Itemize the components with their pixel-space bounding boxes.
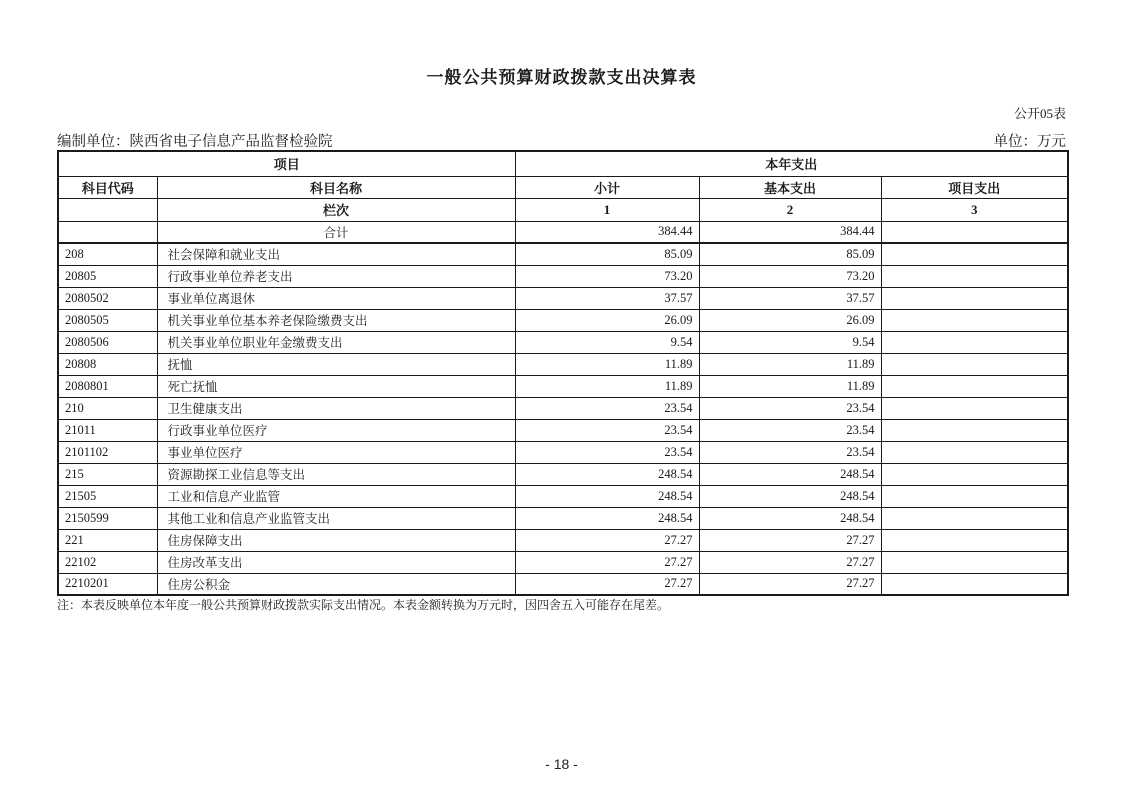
subject-name-cell: 行政事业单位养老支出 bbox=[157, 265, 515, 287]
subject-code-cell: 2101102 bbox=[58, 441, 157, 463]
header-subject-code: 科目代码 bbox=[58, 176, 157, 198]
subject-name-cell: 住房保障支出 bbox=[157, 529, 515, 551]
subject-code-cell bbox=[58, 221, 157, 243]
lanci-col-3: 3 bbox=[881, 198, 1068, 221]
lanci-label: 栏次 bbox=[157, 198, 515, 221]
subtotal-cell: 23.54 bbox=[515, 441, 699, 463]
subtotal-cell: 248.54 bbox=[515, 507, 699, 529]
meta-line bbox=[57, 130, 1066, 151]
table-row bbox=[58, 375, 1068, 397]
header-columns-row bbox=[58, 176, 1068, 198]
page-title: 一般公共预算财政拨款支出决算表 bbox=[426, 68, 697, 87]
table-row bbox=[58, 287, 1068, 309]
project-expense-cell bbox=[881, 353, 1068, 375]
table-row bbox=[58, 573, 1068, 595]
subject-code-cell: 2210201 bbox=[58, 573, 157, 595]
subtotal-cell: 27.27 bbox=[515, 573, 699, 595]
subject-code-cell: 2080506 bbox=[58, 331, 157, 353]
subject-name-cell: 工业和信息产业监管 bbox=[157, 485, 515, 507]
basic-expense-cell: 11.89 bbox=[699, 353, 881, 375]
basic-expense-cell: 11.89 bbox=[699, 375, 881, 397]
subject-code-cell: 210 bbox=[58, 397, 157, 419]
subtotal-cell: 73.20 bbox=[515, 265, 699, 287]
subject-code-cell: 2080505 bbox=[58, 309, 157, 331]
subject-name-cell: 抚恤 bbox=[157, 353, 515, 375]
project-expense-cell bbox=[881, 463, 1068, 485]
basic-expense-cell: 23.54 bbox=[699, 441, 881, 463]
basic-expense-cell: 23.54 bbox=[699, 419, 881, 441]
subject-code-cell: 22102 bbox=[58, 551, 157, 573]
header-basic-expense: 基本支出 bbox=[699, 176, 881, 198]
basic-expense-cell: 37.57 bbox=[699, 287, 881, 309]
header-group-current-year: 本年支出 bbox=[515, 151, 1068, 176]
table-row bbox=[58, 353, 1068, 375]
subject-code-cell: 215 bbox=[58, 463, 157, 485]
header-subject-name: 科目名称 bbox=[157, 176, 515, 198]
basic-expense-cell: 26.09 bbox=[699, 309, 881, 331]
subject-code-cell: 20805 bbox=[58, 265, 157, 287]
basic-expense-cell: 248.54 bbox=[699, 485, 881, 507]
basic-expense-cell: 9.54 bbox=[699, 331, 881, 353]
subject-name-cell: 住房公积金 bbox=[157, 573, 515, 595]
subject-name-cell: 机关事业单位职业年金缴费支出 bbox=[157, 331, 515, 353]
total-row bbox=[58, 221, 1068, 243]
subtotal-cell: 27.27 bbox=[515, 529, 699, 551]
subject-name-cell: 死亡抚恤 bbox=[157, 375, 515, 397]
subtotal-cell: 248.54 bbox=[515, 485, 699, 507]
subject-code-cell: 21505 bbox=[58, 485, 157, 507]
header-subtotal: 小计 bbox=[515, 176, 699, 198]
subject-code-cell: 208 bbox=[58, 243, 157, 265]
project-expense-cell bbox=[881, 309, 1068, 331]
subject-name-cell: 住房改革支出 bbox=[157, 551, 515, 573]
subtotal-cell: 11.89 bbox=[515, 375, 699, 397]
subtotal-cell: 11.89 bbox=[515, 353, 699, 375]
table-row bbox=[58, 419, 1068, 441]
lanci-col-1: 1 bbox=[515, 198, 699, 221]
subject-name-cell: 事业单位离退休 bbox=[157, 287, 515, 309]
subtotal-cell: 23.54 bbox=[515, 397, 699, 419]
project-expense-cell bbox=[881, 375, 1068, 397]
subtotal-cell: 26.09 bbox=[515, 309, 699, 331]
basic-expense-cell: 85.09 bbox=[699, 243, 881, 265]
unit-label: 单位：万元 bbox=[993, 134, 1066, 150]
project-expense-cell bbox=[881, 419, 1068, 441]
subject-code-cell: 2080801 bbox=[58, 375, 157, 397]
project-expense-cell bbox=[881, 529, 1068, 551]
table-row bbox=[58, 331, 1068, 353]
header-lanci-row bbox=[58, 198, 1068, 221]
subtotal-cell: 384.44 bbox=[515, 221, 699, 243]
basic-expense-cell: 23.54 bbox=[699, 397, 881, 419]
subject-name-cell: 资源勘探工业信息等支出 bbox=[157, 463, 515, 485]
table-row bbox=[58, 265, 1068, 287]
project-expense-cell bbox=[881, 265, 1068, 287]
header-project-expense: 项目支出 bbox=[881, 176, 1068, 198]
subject-code-cell: 2150599 bbox=[58, 507, 157, 529]
basic-expense-cell: 27.27 bbox=[699, 529, 881, 551]
subject-code-cell: 21011 bbox=[58, 419, 157, 441]
subject-name-cell: 合计 bbox=[157, 221, 515, 243]
table-row bbox=[58, 485, 1068, 507]
subject-name-cell: 机关事业单位基本养老保险缴费支出 bbox=[157, 309, 515, 331]
subtotal-cell: 9.54 bbox=[515, 331, 699, 353]
basic-expense-cell: 27.27 bbox=[699, 551, 881, 573]
subject-code-cell: 221 bbox=[58, 529, 157, 551]
table-row bbox=[58, 529, 1068, 551]
basic-expense-cell: 384.44 bbox=[699, 221, 881, 243]
project-expense-cell bbox=[881, 221, 1068, 243]
project-expense-cell bbox=[881, 331, 1068, 353]
table-row bbox=[58, 463, 1068, 485]
table-row bbox=[58, 309, 1068, 331]
subject-code-cell: 2080502 bbox=[58, 287, 157, 309]
project-expense-cell bbox=[881, 397, 1068, 419]
subtotal-cell: 37.57 bbox=[515, 287, 699, 309]
basic-expense-cell: 73.20 bbox=[699, 265, 881, 287]
subject-name-cell: 卫生健康支出 bbox=[157, 397, 515, 419]
project-expense-cell bbox=[881, 507, 1068, 529]
subject-code-cell: 20808 bbox=[58, 353, 157, 375]
prepared-by-label: 编制单位：陕西省电子信息产品监督检验院 bbox=[57, 134, 333, 150]
lanci-empty-cell bbox=[58, 198, 157, 221]
basic-expense-cell: 27.27 bbox=[699, 573, 881, 595]
subject-name-cell: 社会保障和就业支出 bbox=[157, 243, 515, 265]
subject-name-cell: 其他工业和信息产业监管支出 bbox=[157, 507, 515, 529]
subtotal-cell: 85.09 bbox=[515, 243, 699, 265]
project-expense-cell bbox=[881, 573, 1068, 595]
page-number: - 18 - bbox=[545, 756, 578, 772]
table-row bbox=[58, 397, 1068, 419]
project-expense-cell bbox=[881, 287, 1068, 309]
lanci-col-2: 2 bbox=[699, 198, 881, 221]
basic-expense-cell: 248.54 bbox=[699, 463, 881, 485]
table-row bbox=[58, 441, 1068, 463]
basic-expense-cell: 248.54 bbox=[699, 507, 881, 529]
subtotal-cell: 27.27 bbox=[515, 551, 699, 573]
table-code-label: 公开05表 bbox=[1013, 106, 1066, 121]
footnote: 注：本表反映单位本年度一般公共预算财政拨款实际支出情况。本表金额转换为万元时，因四舍五入可能存在尾差。 bbox=[57, 598, 670, 612]
project-expense-cell bbox=[881, 485, 1068, 507]
table-row bbox=[58, 551, 1068, 573]
budget-table bbox=[57, 150, 1069, 596]
subject-name-cell: 事业单位医疗 bbox=[157, 441, 515, 463]
header-group-project: 项目 bbox=[58, 151, 515, 176]
table-row bbox=[58, 243, 1068, 265]
project-expense-cell bbox=[881, 243, 1068, 265]
subtotal-cell: 23.54 bbox=[515, 419, 699, 441]
subject-name-cell: 行政事业单位医疗 bbox=[157, 419, 515, 441]
subtotal-cell: 248.54 bbox=[515, 463, 699, 485]
table-body bbox=[58, 221, 1068, 595]
project-expense-cell bbox=[881, 551, 1068, 573]
project-expense-cell bbox=[881, 441, 1068, 463]
table-row bbox=[58, 507, 1068, 529]
header-group-row bbox=[58, 151, 1068, 176]
